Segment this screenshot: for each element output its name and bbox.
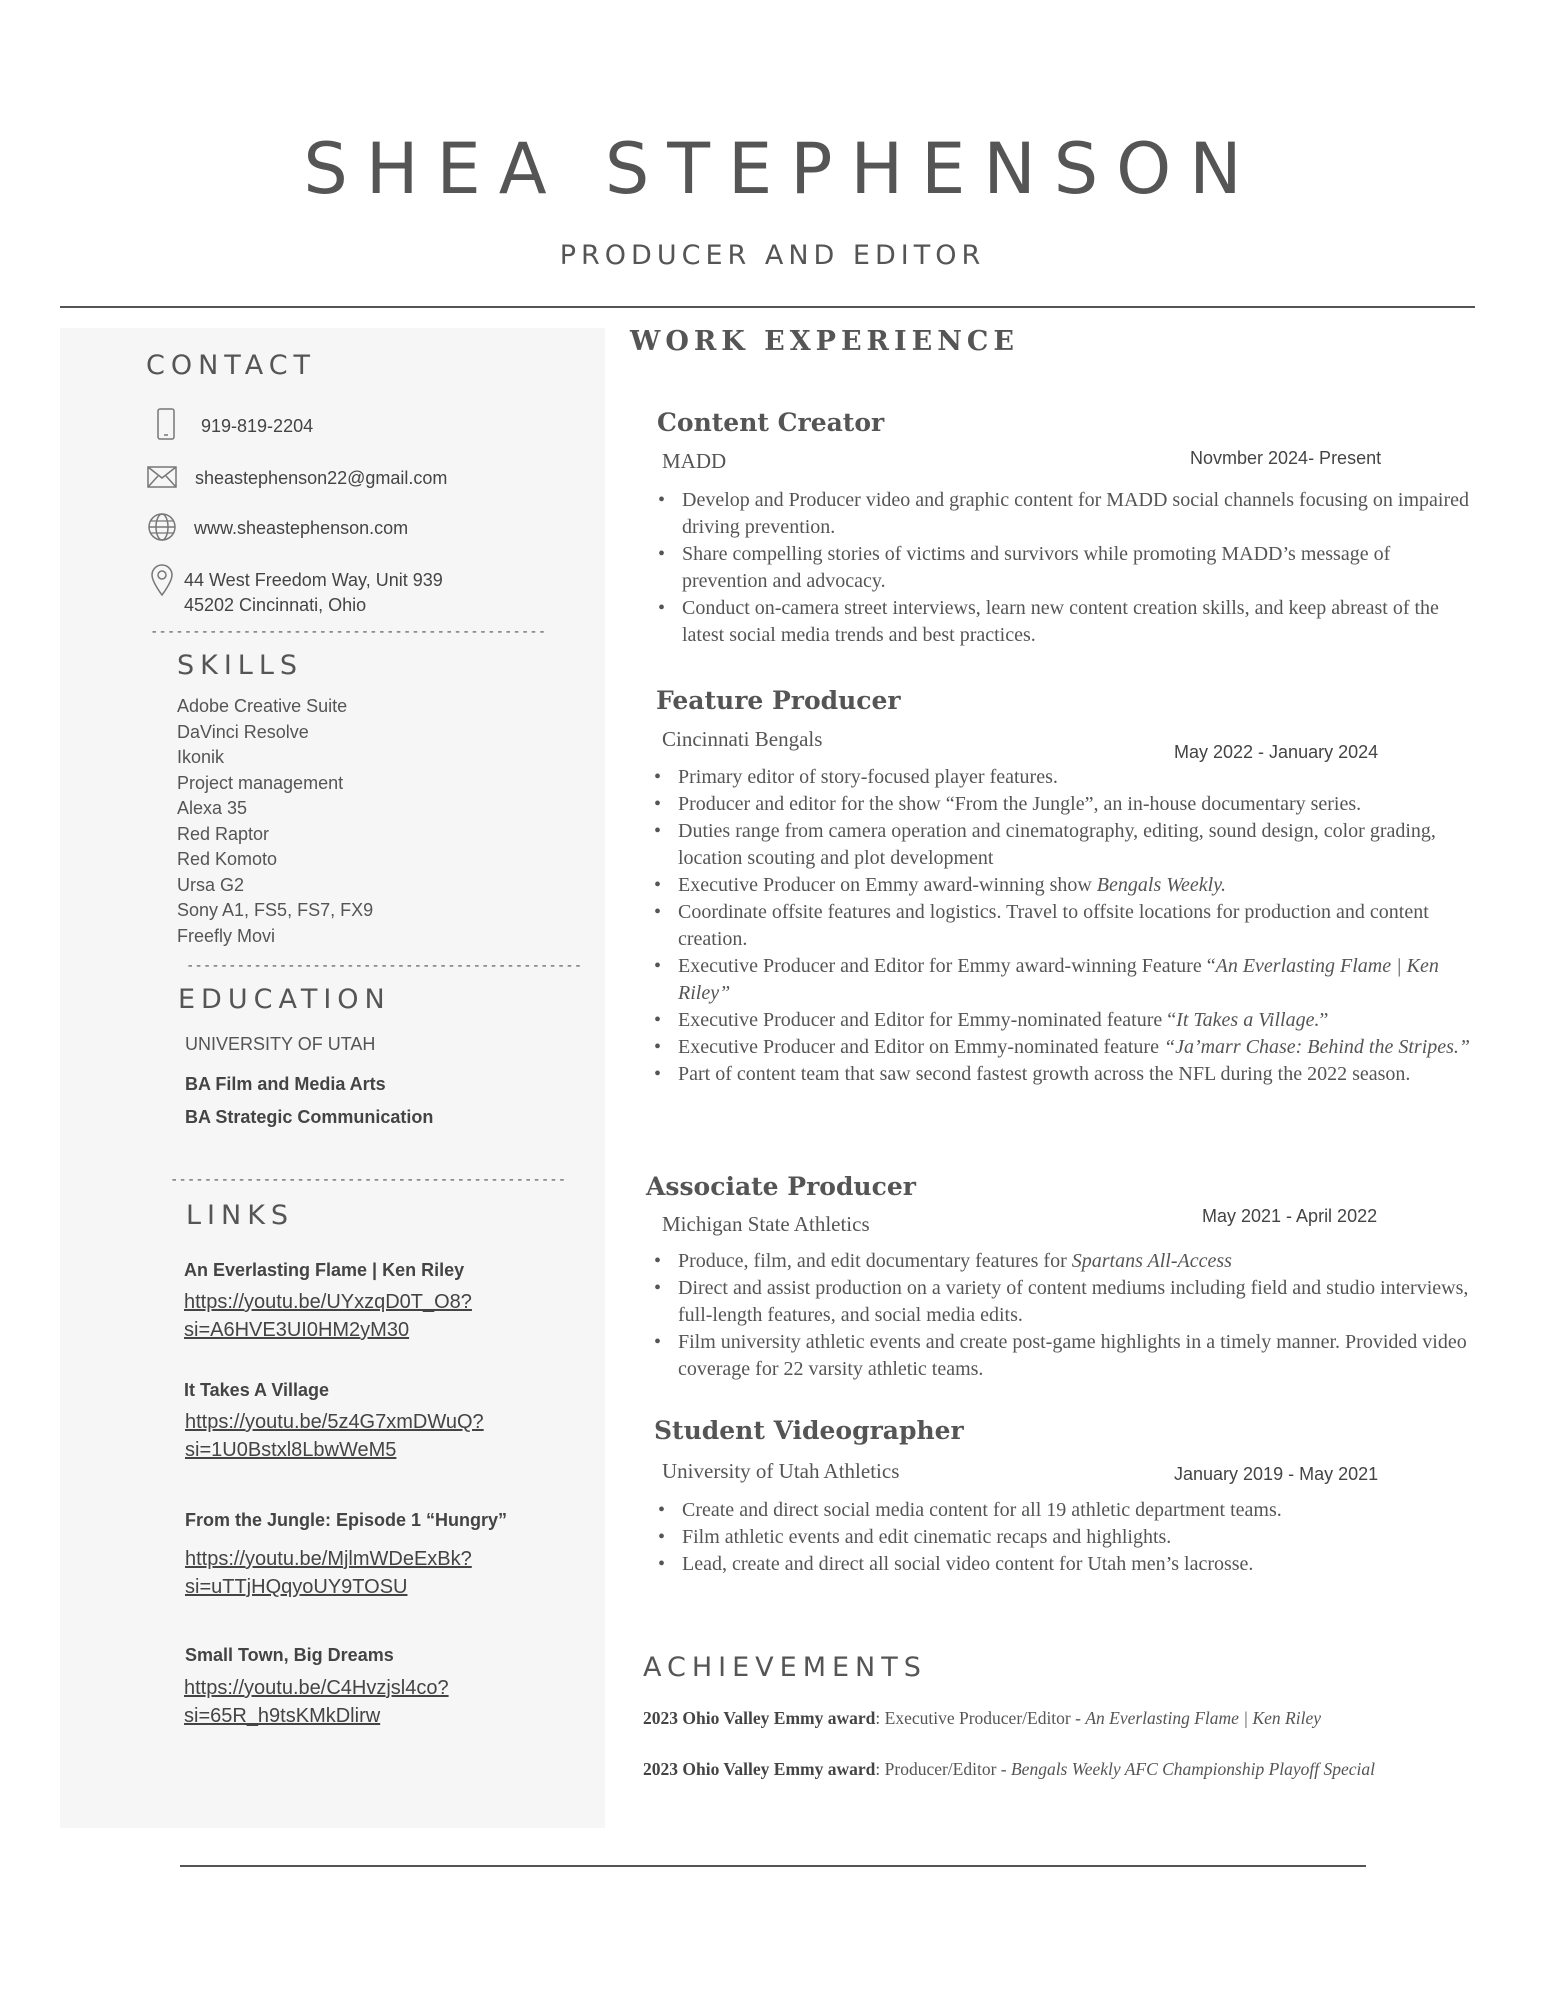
link-url[interactable]: [185, 1545, 472, 1601]
divider-education-links: -----------------------------------------------: [170, 1172, 567, 1188]
bullet-italic: Spartans All-Access: [1071, 1250, 1232, 1272]
job-bullet: [652, 1034, 1477, 1061]
contact-phone[interactable]: 919-819-2204: [201, 416, 314, 436]
job-company: University of Utah Athletics: [662, 1459, 900, 1483]
achievement-role: : Producer/Editor -: [875, 1759, 1011, 1779]
skill-item: Ikonik: [177, 747, 225, 767]
job-bullets: [652, 764, 1477, 1088]
job-bullet: [652, 872, 1477, 899]
location-pin-icon: [150, 564, 174, 601]
bullet-text: Executive Producer and Editor for Emmy-nominated feature “: [678, 1009, 1177, 1031]
job-bullet: • Develop and Producer video and graphic content for MADD social channels focusing on impaired driving prevention.: [656, 487, 1476, 541]
contact-address-line1: 44 West Freedom Way, Unit 939: [184, 570, 443, 590]
link-url-line2[interactable]: si=65R_h9tsKMkDlirw: [184, 1705, 381, 1727]
link-title: From the Jungle: Episode 1 “Hungry”: [185, 1510, 508, 1530]
bullet-text: Produce, film, and edit documentary features for: [678, 1250, 1072, 1272]
link-url-line1[interactable]: https://youtu.be/5z4G7xmDWuQ?: [185, 1411, 484, 1433]
job-dates: January 2019 - May 2021: [1174, 1464, 1379, 1484]
phone-icon: [156, 408, 176, 445]
skill-item: Sony A1, FS5, FS7, FX9: [177, 900, 374, 920]
bullet-text: Executive Producer on Emmy award-winning show: [678, 874, 1097, 896]
divider-skills-education: -----------------------------------------------: [186, 958, 583, 974]
education-degree: BA Strategic Communication: [185, 1107, 434, 1127]
contact-heading: CONTACT: [146, 350, 317, 381]
link-url-line2[interactable]: si=A6HVE3UI0HM2yM30: [184, 1319, 410, 1341]
education-degree: BA Film and Media Arts: [185, 1074, 386, 1094]
job-bullet: • Duties range from camera operation and cinematography, editing, sound design, color grading, location scouting and plot development: [652, 818, 1477, 872]
job-bullet: • Create and direct social media content for all 19 athletic department teams.: [656, 1497, 1476, 1524]
job-dates: May 2021 - April 2022: [1202, 1206, 1378, 1226]
job-bullet: • Producer and editor for the show “From the Jungle”, an in-house documentary series.: [652, 791, 1477, 818]
link-url[interactable]: [185, 1408, 484, 1464]
job-bullet: • Film athletic events and edit cinematic recaps and highlights.: [656, 1524, 1476, 1551]
skill-item: Freefly Movi: [177, 925, 276, 946]
skill-item: Red Raptor: [177, 823, 270, 844]
job-bullet: • Direct and assist production on a variety of content mediums including field and studio interviews, full-length features, and social media edits.: [652, 1275, 1477, 1329]
education-heading: EDUCATION: [178, 984, 391, 1015]
achievement-item: [643, 1759, 1375, 1780]
link-url-line1[interactable]: https://youtu.be/UYxzqD0T_O8?: [184, 1291, 472, 1313]
job-dates: May 2022 - January 2024: [1174, 742, 1379, 762]
contact-email[interactable]: sheastephenson22@gmail.com: [195, 468, 448, 488]
links-heading: LINKS: [186, 1200, 295, 1231]
job-title: Student Videographer: [654, 1416, 964, 1445]
achievements-heading: ACHIEVEMENTS: [643, 1652, 927, 1683]
job-title: Content Creator: [657, 408, 885, 437]
achievement-item: [643, 1708, 1321, 1729]
job-bullet: • Coordinate offsite features and logistics. Travel to offsite locations for production and content creation.: [652, 899, 1477, 953]
job-bullets: [656, 487, 1476, 649]
bullet-italic: It Takes a Village.: [1176, 1009, 1320, 1031]
skills-heading: SKILLS: [177, 650, 304, 681]
skill-item: Ursa G2: [177, 874, 245, 895]
achievement-role: : Executive Producer/Editor -: [875, 1708, 1086, 1728]
globe-icon: [147, 512, 177, 547]
job-bullet: • Part of content team that saw second fastest growth across the NFL during the 2022 season.: [652, 1061, 1477, 1088]
skill-item: Alexa 35: [177, 798, 248, 818]
achievement-award: 2023 Ohio Valley Emmy award: [643, 1759, 876, 1779]
achievement-work: Bengals Weekly AFC Championship Playoff Special: [1010, 1759, 1376, 1779]
job-bullet: • Lead, create and direct all social video content for Utah men’s lacrosse.: [656, 1551, 1476, 1578]
job-bullet: • Conduct on-camera street interviews, learn new content creation skills, and keep abreast of the latest social media trends and best practices.: [656, 595, 1476, 649]
bullet-italic: Bengals Weekly.: [1096, 874, 1227, 896]
job-bullet: • Share compelling stories of victims and survivors while promoting MADD’s message of prevention and advocacy.: [656, 541, 1476, 595]
resume-subtitle: PRODUCER AND EDITOR: [559, 240, 986, 271]
achievement-award: 2023 Ohio Valley Emmy award: [643, 1708, 876, 1728]
job-bullet: [652, 1248, 1477, 1275]
job-bullets: [652, 1248, 1477, 1383]
skill-item: DaVinci Resolve: [177, 721, 309, 742]
education-school: UNIVERSITY OF UTAH: [185, 1034, 376, 1054]
contact-website[interactable]: www.sheastephenson.com: [194, 518, 409, 538]
bullet-italic: An Everlasting Flame | Ken Riley”: [678, 955, 1439, 1004]
link-title: Small Town, Big Dreams: [185, 1645, 394, 1665]
link-url-line2[interactable]: si=uTTjHQqyoUY9TOSU: [185, 1576, 408, 1598]
top-divider: [60, 306, 1475, 308]
link-url[interactable]: [184, 1674, 449, 1730]
job-company: Cincinnati Bengals: [662, 727, 823, 751]
skill-item: Project management: [177, 772, 344, 793]
link-url-line1[interactable]: https://youtu.be/C4Hvzjsl4co?: [184, 1677, 449, 1699]
link-url[interactable]: [184, 1288, 472, 1344]
skills-list: [177, 694, 373, 949]
contact-address-line2: 45202 Cincinnati, Ohio: [184, 595, 367, 615]
job-bullet: [652, 953, 1477, 1007]
job-bullets: [656, 1497, 1476, 1578]
divider-contact-skills: -----------------------------------------------: [150, 624, 547, 640]
link-url-line1[interactable]: https://youtu.be/MjlmWDeExBk?: [185, 1548, 472, 1570]
link-title: It Takes A Village: [184, 1380, 330, 1400]
job-company: MADD: [662, 449, 727, 473]
resume-name: SHEA STEPHENSON: [303, 128, 1260, 210]
link-title: An Everlasting Flame | Ken Riley: [184, 1260, 465, 1280]
work-experience-heading: WORK EXPERIENCE: [630, 326, 1019, 357]
achievement-work: An Everlasting Flame | Ken Riley: [1085, 1708, 1321, 1728]
link-url-line2[interactable]: si=1U0Bstxl8LbwWeM5: [185, 1439, 397, 1461]
email-icon: [147, 466, 177, 493]
job-title: Feature Producer: [656, 686, 901, 715]
bullet-italic: “Ja’marr Chase: Behind the Stripes.”: [1163, 1036, 1471, 1058]
skill-item: Red Komoto: [177, 849, 278, 869]
bullet-text: Executive Producer and Editor on Emmy-nominated feature: [678, 1036, 1164, 1058]
bottom-divider: [180, 1865, 1366, 1867]
skill-item: Adobe Creative Suite: [177, 696, 348, 716]
bullet-text: Executive Producer and Editor for Emmy award-winning Feature “: [678, 955, 1216, 977]
job-company: Michigan State Athletics: [662, 1212, 870, 1236]
job-bullet: • Primary editor of story-focused player features.: [652, 764, 1477, 791]
job-bullet: [652, 1007, 1477, 1034]
job-title: Associate Producer: [646, 1172, 916, 1201]
job-dates: Novmber 2024- Present: [1190, 448, 1382, 468]
bullet-text: ”: [1319, 1009, 1329, 1031]
job-bullet: • Film university athletic events and create post-game highlights in a timely manner. Provided video coverage for 22 varsity athletic teams.: [652, 1329, 1477, 1383]
